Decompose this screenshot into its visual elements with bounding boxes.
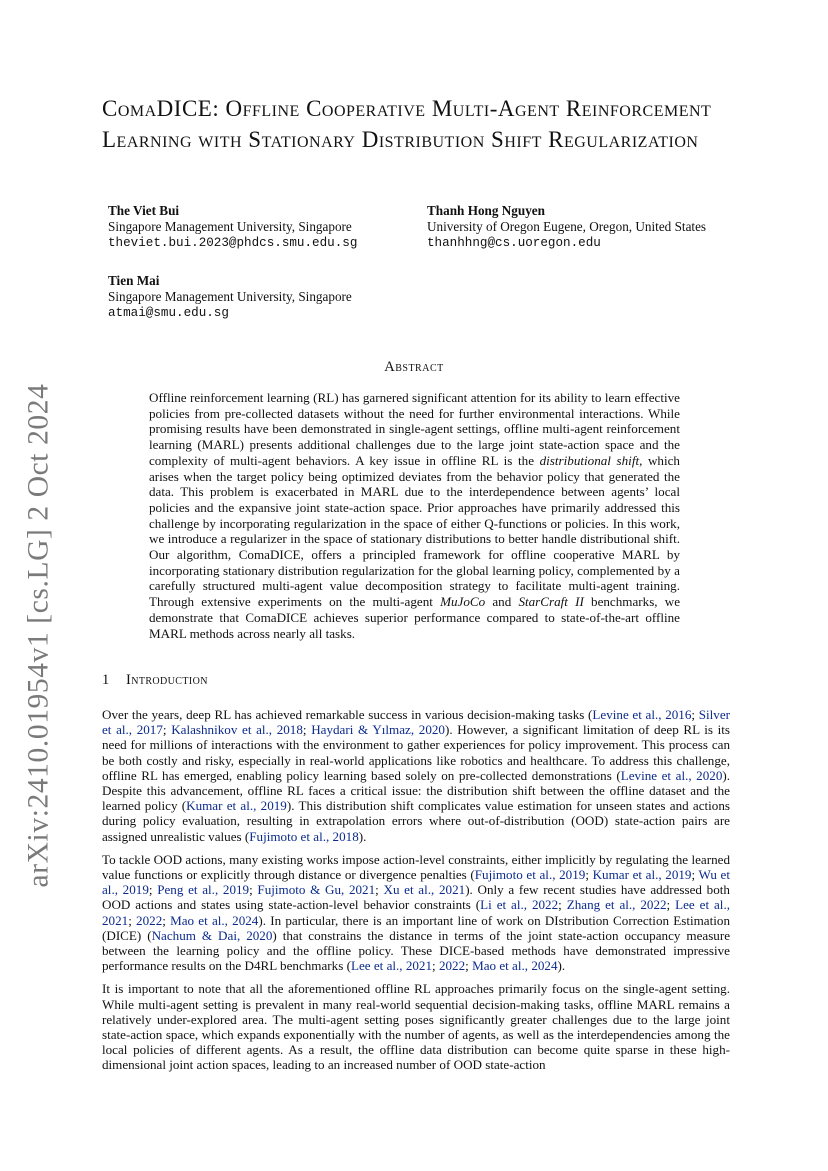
text-run: ;	[585, 867, 593, 883]
text-run: ;	[249, 882, 258, 898]
text-run: ).	[358, 828, 367, 844]
paragraph	[102, 707, 730, 844]
author-email[interactable]: thanhhng@cs.uoregon.edu	[427, 236, 601, 250]
citation-link[interactable]: Fujimoto et al., 2019	[474, 867, 586, 883]
citation-link[interactable]: Fujimoto & Gu, 2021	[257, 882, 376, 898]
citation-link[interactable]: Mao et al., 2024	[170, 912, 259, 928]
text-run: ;	[162, 722, 172, 738]
text-run: ). However, a significant limitation of deep RL is its need for millions of interactions with the environment to gather experiences for policy improvement. This process can be both costly and risky, especially in real-world applications like robotics and healthcare. To address this challenge, offline RL has emerged, enabling policy learning based solely on pre-collected demonstrations (	[102, 722, 731, 783]
text-run: ;	[691, 707, 699, 722]
text-run: ;	[128, 912, 137, 928]
author-name: Tien Mai	[108, 273, 160, 288]
section-number: 1	[102, 672, 110, 688]
author-email[interactable]: atmai@smu.edu.sg	[108, 306, 229, 320]
paper-title: ComaDICE: Offline Cooperative Multi-Agent Reinforcement Learning with Stationary Distribution Shift Regularization	[102, 96, 712, 152]
text-run: ;	[302, 722, 312, 738]
text-run: ). Despite this advancement, offline RL faces a critical issue: the distribution shift between the offline dataset and the learned policy (	[102, 767, 731, 814]
author-block	[427, 203, 706, 251]
section-heading	[102, 672, 208, 689]
abstract-heading: Abstract	[384, 359, 444, 375]
citation-link[interactable]: Xu et al., 2021	[383, 882, 466, 898]
text-run: ;	[666, 897, 676, 913]
paragraph	[102, 981, 730, 1072]
emphasis-text: StarCraft II	[518, 594, 584, 610]
citation-link[interactable]: Levine et al., 2020	[620, 767, 723, 783]
text-run: ). Only a few recent studies have addressed both OOD actions and states using state-action-level behavior constraints (	[102, 882, 730, 913]
author-name: The Viet Bui	[108, 203, 180, 218]
citation-link[interactable]: Fujimoto et al., 2018	[249, 828, 359, 844]
text-run: ). In particular, there is an important line of work on DIstribution Correction Estimation (DICE) (	[102, 912, 730, 943]
text-run: and	[485, 594, 519, 610]
citation-link[interactable]: Lee et al., 2021	[102, 897, 730, 928]
emphasis-text: MuJoCo	[440, 594, 486, 610]
citation-link[interactable]: Kumar et al., 2019	[186, 798, 287, 814]
citation-link[interactable]: Nachum & Dai, 2020	[151, 927, 273, 943]
text-run: ;	[465, 958, 473, 974]
citation-link[interactable]: Peng et al., 2019	[157, 882, 250, 898]
citation-link[interactable]: Mao et al., 2024	[472, 958, 558, 974]
arxiv-stamp-text: arXiv:2410.01954v1 [cs.LG] 2 Oct 2024	[22, 383, 55, 888]
author-affiliation: Singapore Management University, Singapore	[108, 219, 352, 234]
text-run: To tackle OOD actions, many existing works impose action-level constraints, either implicitly by regulating the learned value functions or explicitly through distance or divergence penalties (	[102, 851, 730, 883]
text-run: It is important to note that all the aforementioned offline RL approaches primarily focus on the single-agent setting. While multi-agent setting is prevalent in many real-world sequential decision-making tasks, offline MARL remains a relatively under-explored area. The multi-agent setting poses significantly greater challenges due to the large joint state-action space, which expands exponentially with the number of agents, as well as the interdependencies among the local policies of different agents. As a result, the offline data distribution can become quite sparse in these high-dimensional joint action spaces, leading to an increased number of OOD state-action	[102, 981, 730, 1073]
text-run: ;	[691, 867, 699, 883]
citation-link[interactable]: Kalashnikov et al., 2018	[171, 722, 303, 738]
citation-link[interactable]: Silver et al., 2017	[102, 707, 730, 738]
text-run: ;	[162, 912, 171, 928]
text-run: ;	[375, 882, 384, 898]
emphasis-text: distributional shift	[539, 452, 640, 468]
citation-link[interactable]: 2022	[438, 958, 466, 974]
citation-link[interactable]: Haydari & Yılmaz, 2020	[311, 722, 445, 738]
citation-link[interactable]: 2022	[136, 912, 163, 928]
author-name: Thanh Hong Nguyen	[427, 203, 545, 218]
section-title: Introduction	[126, 672, 208, 688]
text-run: ;	[432, 958, 439, 974]
text-run: ) that constrains the distance in terms of the joint state-action occupancy measure between the learning policy and the offline policy. These DICE-based methods have demonstrated impressive performance results on the D4RL benchmarks (	[102, 927, 731, 974]
citation-link[interactable]: Kumar et al., 2019	[592, 867, 692, 883]
author-block	[108, 273, 352, 321]
text-run: Offline reinforcement learning (RL) has garnered significant attention for its ability to learn effective policies from pre-collected datasets without the need for further environmental interactions. While promising results have been demonstrated in single-agent settings, offline multi-agent reinforcement learning (MARL) presents additional challenges due to the large joint state-action space and the complexity of multi-agent behaviors. A key issue in offline RL is the	[149, 390, 680, 468]
citation-link[interactable]: Wu et al., 2019	[102, 867, 730, 898]
citation-link[interactable]: Lee et al., 2021	[350, 958, 433, 974]
arxiv-stamp	[16, 373, 62, 898]
introduction-body	[102, 707, 730, 1081]
abstract-text	[149, 390, 680, 641]
text-run: ;	[558, 897, 567, 913]
text-run: ;	[148, 882, 158, 898]
text-run: ).	[557, 958, 566, 974]
author-affiliation: Singapore Management University, Singapore	[108, 289, 352, 304]
text-run: Over the years, deep RL has achieved remarkable success in various decision-making tasks (	[102, 707, 593, 722]
citation-link[interactable]: Levine et al., 2016	[592, 707, 692, 722]
author-email[interactable]: theviet.bui.2023@phdcs.smu.edu.sg	[108, 236, 358, 250]
author-affiliation: University of Oregon Eugene, Oregon, United States	[427, 219, 707, 234]
text-run: ). This distribution shift complicates value estimation for unseen states and actions during policy evaluation, resulting in extrapolation errors where out-of-distribution (OOD) state-action pairs are assigned unrealistic values (	[102, 798, 730, 844]
citation-link[interactable]: Li et al., 2022	[480, 897, 559, 913]
paragraph	[102, 852, 730, 974]
author-block	[108, 203, 357, 251]
citation-link[interactable]: Zhang et al., 2022	[566, 897, 667, 913]
text-run: , which arises when the target policy being optimized deviates from the behavior policy that generated the data. This problem is exacerbated in MARL due to the interdependence between agents’ local policies and the expansive joint state-action space. Prior approaches have primarily addressed this challenge by incorporating regularization in the space of either Q-functions or policies. In this work, we introduce a regularizer in the space of stationary distributions to better handle distributional shift. Our algorithm, ComaDICE, offers a principled framework for offline cooperative MARL by incorporating stationary distribution regularization for the global learning policy, complemented by a carefully structured multi-agent value decomposition strategy to facilitate multi-agent training. Through extensive experiments on the multi-agent	[149, 452, 680, 610]
text-run: benchmarks, we demonstrate that ComaDICE achieves superior performance compared to state-of-the-art offline MARL methods across nearly all tasks.	[149, 594, 681, 641]
